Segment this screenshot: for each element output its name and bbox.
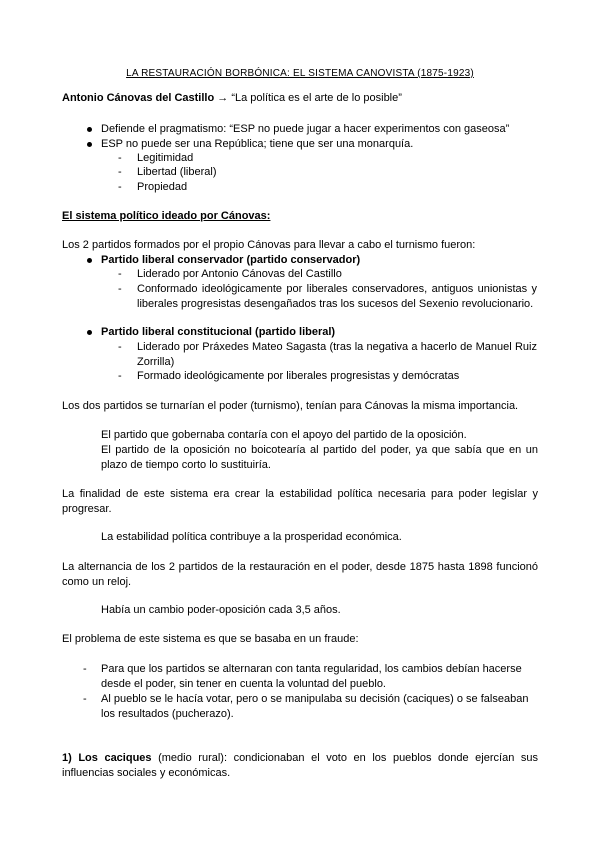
dash-mark: - [118,268,122,280]
dash-text: Para que los partidos se alternaran con tanta regularidad, los cambios debían hacerse desde el poder, sin tener en cuenta la voluntad del pueblo. [101,663,522,690]
dash-text: Formado ideológicamente por liberales progresistas y demócratas [137,370,460,382]
intro-arrow: → [217,92,229,104]
paragraph-opposition-1: El partido que gobernaba contaría con el apoyo del partido de la oposición. [101,429,467,441]
paragraph-problema: El problema de este sistema es que se basaba en un fraude: [62,633,359,645]
paragraph-caciques [62,751,538,781]
dash-mark: - [118,341,122,353]
dash-mark: - [118,152,122,164]
bullet-text: Defiende el pragmatismo: “ESP no puede jugar a hacer experimentos con gaseosa” [101,123,510,135]
dash-text: Libertad (liberal) [137,166,217,178]
paragraph-cambio: Había un cambio poder-oposición cada 3,5 años. [101,604,341,616]
dash-text: Liderado por Práxedes Mateo Sagasta (tras la negativa a hacerlo de Manuel Ruiz Zorrilla) [137,341,537,368]
party-name: Partido liberal conservador (partido conservador) [101,254,361,266]
dash-mark: - [118,166,122,178]
section-heading: El sistema político ideado por Cánovas: [62,210,271,222]
bullet-text: ESP no puede ser una República; tiene que ser una monarquía. [101,138,414,150]
bullet-dot [87,258,92,263]
dash-text: Al pueblo se le hacía votar, pero o se manipulaba su decisión (caciques) o se falseaban los resultados (pucherazo). [101,693,529,720]
parties-intro: Los 2 partidos formados por el propio Cánovas para llevar a cabo el turnismo fueron: [62,239,476,251]
dash-mark: - [83,693,87,705]
caciques-label: 1) Los caciques [62,752,152,764]
bullet-dot [87,330,92,335]
dash-mark: - [118,370,122,382]
intro-name: Antonio Cánovas del Castillo [62,92,215,104]
paragraph-opposition-2: El partido de la oposición no boicotearía al partido del poder, ya que sabía que en un plazo de tiempo corto lo sustituiría. [101,444,538,471]
dash-mark: - [118,283,122,295]
dash-text: Propiedad [137,181,188,193]
paragraph-turnismo: Los dos partidos se turnarían el poder (turnismo), tenían para Cánovas la misma importancia. [62,400,519,412]
dash-text: Liderado por Antonio Cánovas del Castillo [137,268,342,280]
dash-mark: - [83,663,87,675]
intro-quote: “La política es el arte de lo posible” [231,92,402,104]
bullet-dot [87,127,92,132]
dash-text: Conformado ideológicamente por liberales conservadores, antiguos unionistas y liberales progresistas desengañados tras los sucesos del Sexenio revolucionario. [137,283,537,310]
caciques-text: (medio rural): condicionaban el voto en los pueblos donde ejercían sus influencias sociales y económicas. [62,752,538,779]
dash-text: Legitimidad [137,152,194,164]
paragraph-finalidad: La finalidad de este sistema era crear la estabilidad política necesaria para poder legislar y progresar. [62,488,538,515]
intro-line [62,91,538,106]
dash-mark: - [118,181,122,193]
paragraph-estabilidad: La estabilidad política contribuye a la prosperidad económica. [101,531,402,543]
paragraph-alternancia: La alternancia de los 2 partidos de la restauración en el poder, desde 1875 hasta 1898 funcionó como un reloj. [62,561,538,588]
document-title: LA RESTAURACIÓN BORBÓNICA: EL SISTEMA CANOVISTA (1875-1923) [126,68,474,79]
bullet-dot [87,142,92,147]
party-name: Partido liberal constitucional (partido liberal) [101,326,336,338]
